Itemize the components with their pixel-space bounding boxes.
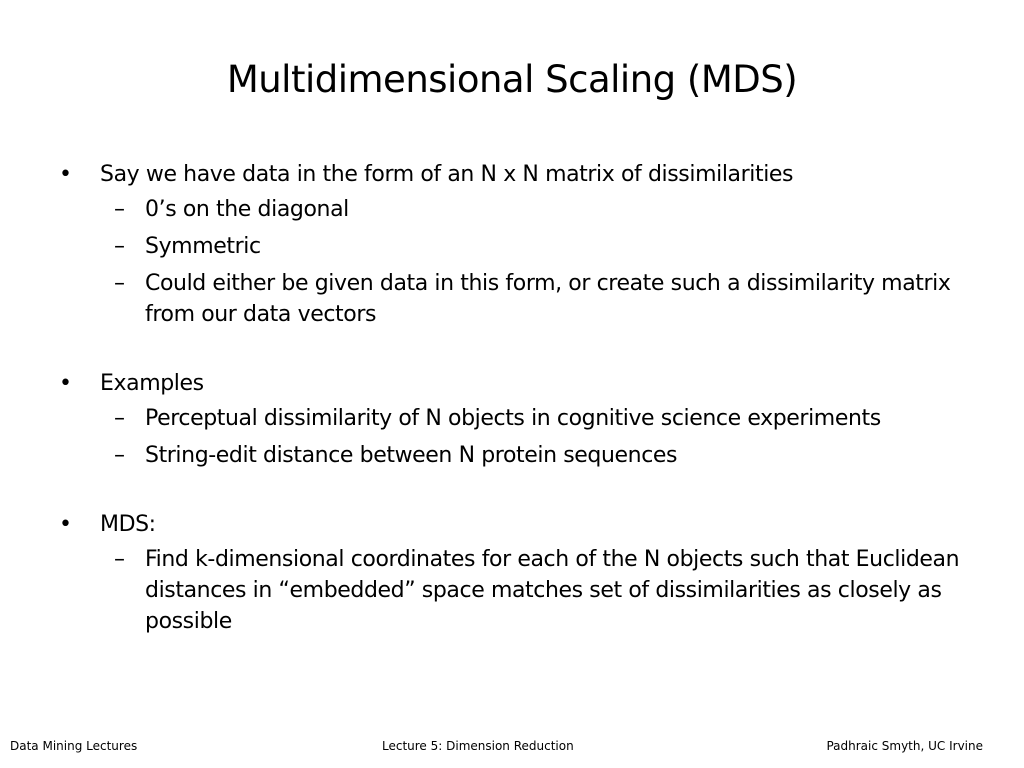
- sub-bullet-marker: –: [114, 406, 125, 431]
- sub-bullet-marker: –: [114, 547, 125, 572]
- spacer: [56, 330, 966, 366]
- footer-lecture: Lecture 5: Dimension Reduction: [382, 739, 574, 753]
- footer-course: Data Mining Lectures: [10, 739, 138, 753]
- slide-title: Multidimensional Scaling (MDS): [226, 58, 798, 101]
- sub-bullet-item: [56, 403, 966, 434]
- sub-bullet-item: [56, 268, 966, 330]
- sub-bullet-marker: –: [114, 443, 125, 468]
- bullet-marker: •: [59, 162, 72, 187]
- bullet-text: MDS:: [100, 512, 156, 537]
- spacer: [56, 471, 966, 507]
- bullet-item: [56, 366, 966, 401]
- bullet-item: [56, 157, 966, 192]
- sub-bullet-item: [56, 194, 966, 225]
- bullet-marker: •: [59, 371, 72, 396]
- sub-bullet-text: String-edit distance between N protein sequences: [145, 443, 678, 468]
- sub-bullet-item: [56, 440, 966, 471]
- sub-bullet-text: Could either be given data in this form, or create such a dissimilarity matrix from our data vectors: [145, 271, 951, 327]
- sub-bullet-text: Find k-dimensional coordinates for each of the N objects such that Euclidean distances in “embedded” space matches set of dissimilarities as closely as possible: [145, 547, 960, 634]
- sub-bullet-item: [56, 231, 966, 262]
- sub-bullet-text: Perceptual dissimilarity of N objects in cognitive science experiments: [145, 406, 881, 431]
- sub-bullet-marker: –: [114, 234, 125, 259]
- sub-bullet-marker: –: [114, 271, 125, 296]
- bullet-text: Say we have data in the form of an N x N matrix of dissimilarities: [100, 162, 794, 187]
- bullet-item: [56, 507, 966, 542]
- sub-bullet-text: Symmetric: [145, 234, 261, 259]
- footer-author: Padhraic Smyth, UC Irvine: [826, 739, 983, 753]
- slide-body: [56, 157, 966, 637]
- sub-bullet-item: [56, 544, 966, 637]
- bullet-text: Examples: [100, 371, 204, 396]
- sub-bullet-marker: –: [114, 197, 125, 222]
- sub-bullet-text: 0’s on the diagonal: [145, 197, 349, 222]
- bullet-marker: •: [59, 512, 72, 537]
